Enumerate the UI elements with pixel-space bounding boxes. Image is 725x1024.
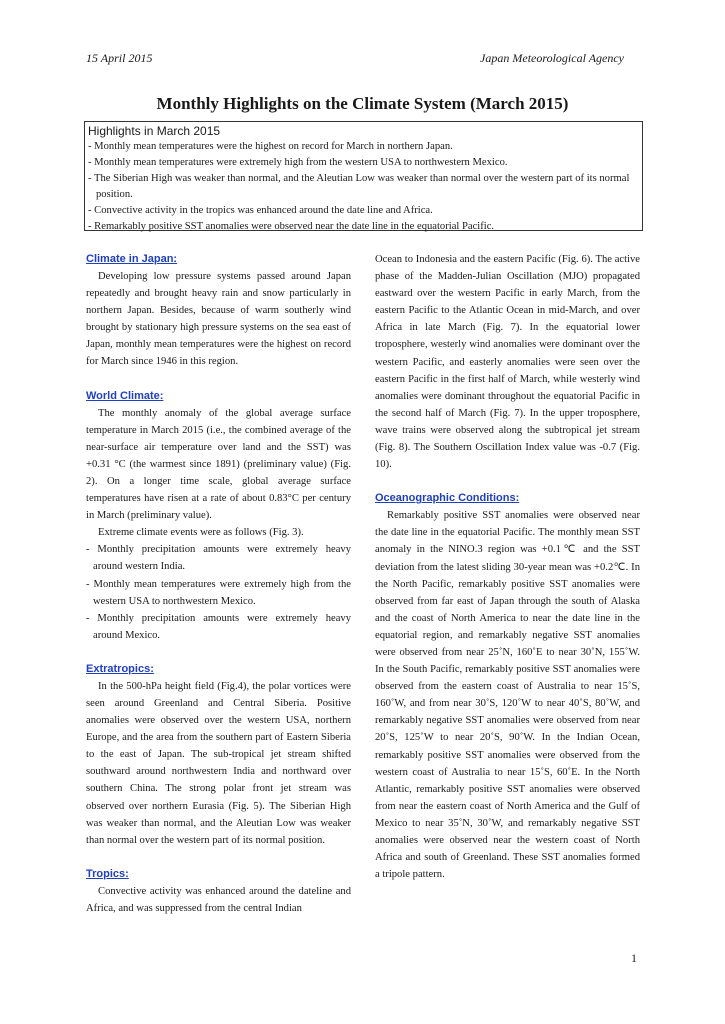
section-heading-extratropics: Extratropics: <box>86 662 154 675</box>
world-climate-bullet: - Monthly precipitation amounts were extremely heavy around western India. <box>86 544 351 573</box>
world-climate-text2: Extreme climate events were as follows (Fig. 3). <box>98 527 304 539</box>
right-column <box>375 251 640 883</box>
world-climate-text: The monthly anomaly of the global average surface temperature in March 2015 (i.e., the combined average of the near-surface air temperature over land and the SST) was +0.31 °C (the warmest since 1891) (preliminary value) (Fig. 2). On a longer time scale, global average surface temperatures have risen at a rate of about 0.83°C per century in March (preliminary value). <box>86 407 351 522</box>
header-agency: Japan Meteorological Agency <box>480 51 624 65</box>
section-heading-oceanographic: Oceanographic Conditions: <box>375 492 520 505</box>
section-heading-world-climate: World Climate: <box>86 389 164 402</box>
tropics-text: Convective activity was enhanced around the dateline and Africa, and was suppressed from the central Indian <box>86 885 351 914</box>
left-column <box>86 251 351 917</box>
world-climate-bullet: - Monthly mean temperatures were extremely high from the western USA to northwestern Mexico. <box>86 578 351 607</box>
highlights-box <box>84 121 643 231</box>
world-climate-bullet: - Monthly precipitation amounts were extremely heavy around Mexico. <box>86 612 351 641</box>
header-date: 15 April 2015 <box>86 51 153 65</box>
highlight-item: - Monthly mean temperatures were extremely high from the western USA to northwestern Mexico. <box>88 157 508 169</box>
page-title: Monthly Highlights on the Climate System (March 2015) <box>156 94 569 113</box>
section-heading-tropics: Tropics: <box>86 867 129 880</box>
highlight-item: - Remarkably positive SST anomalies were observed near the date line in the equatorial Pacific. <box>88 221 495 233</box>
highlight-item: - Monthly mean temperatures were the highest on record for March in northern Japan. <box>88 141 453 152</box>
tropics-text-continued: Ocean to Indonesia and the eastern Pacific (Fig. 6). The active phase of the Madden-Julian Oscillation (MJO) propagated eastward over the western Pacific in early March, from the eastern Pacific to the Atlantic Ocean in mid-March, and over Africa in late March (Fig. 7). In the equatorial lower troposphere, westerly wind anomalies were dominant over the western Pacific, and easterly anomalies were seen over the eastern Pacific in the first half of March, while westerly wind anomalies were dominant throughout the equatorial Pacific in the second half of March (Fig. 7). In the upper troposphere, wave trains were observed along the subtropical jet stream (Fig. 8). The Southern Oscillation Index value was -0.7 (Fig. 10). <box>375 254 640 471</box>
highlights-title: Highlights in March 2015 <box>88 124 221 138</box>
oceanographic-text: Remarkably positive SST anomalies were observed near the date line in the equatorial Pacific. The monthly mean SST anomaly in the NINO.3 region was +0.1℃ and the SST deviation from the latest sliding 30-year mean was +0.2℃. In the North Pacific, remarkably positive SST anomalies were observed from far east of Japan through the south of Alaska and the coast of North America to near the date line in the equatorial region, and remarkably negative SST anomalies were observed from near 25˚N, 160˚E to near 30˚N, 155˚W. In the South Pacific, remarkably positive SST anomalies were observed from the eastern coast of Australia to near 15˚S, 160˚W, and from near 30˚S, 120˚W to near 40˚S, 80˚W, and remarkably negative SST anomalies were observed from near 20˚S, 125˚W to near 20˚S, 90˚W. In the Indian Ocean, remarkably positive SST anomalies were observed from the western coast of Australia to near 15˚S, 60˚E. In the North Atlantic, remarkably positive SST anomalies were observed from near the eastern coast of North America and the Gulf of Mexico to near 35˚N, 30˚W, and remarkably negative SST anomalies were observed near the western coast of North Africa and south of Greenland. These SST anomalies formed a tripole pattern. <box>375 510 640 881</box>
page-number: 1 <box>631 951 637 965</box>
section-heading-climate-japan: Climate in Japan: <box>86 253 178 265</box>
extratropics-text: In the 500-hPa height field (Fig.4), the polar vortices were seen around Greenland and Central Siberia. Positive anomalies were observed over the western USA, northern Europe, and the area from the southern part of Eastern Siberia to the east of Japan. The sub-tropical jet stream shifted southward around northwestern India and northward over southern China. The strong polar front jet stream was observed over northern Eurasia (Fig. 5). The Siberian High was weaker than normal, and the Aleutian Low was weaker than normal over the western part of its normal position. <box>86 680 351 846</box>
climate-japan-text: Developing low pressure systems passed around Japan repeatedly and brought heavy rain and snow particularly in northern Japan. Besides, because of warm southerly wind brought by stationary high pressure systems on the sea east of Japan, monthly mean temperatures were the highest on record for March since 1946 in this region. <box>86 271 351 368</box>
highlight-item: - The Siberian High was weaker than normal, and the Aleutian Low was weaker than normal over the western part of its normal position. <box>88 173 630 201</box>
highlight-item: - Convective activity in the tropics was enhanced around the date line and Africa. <box>88 205 433 217</box>
